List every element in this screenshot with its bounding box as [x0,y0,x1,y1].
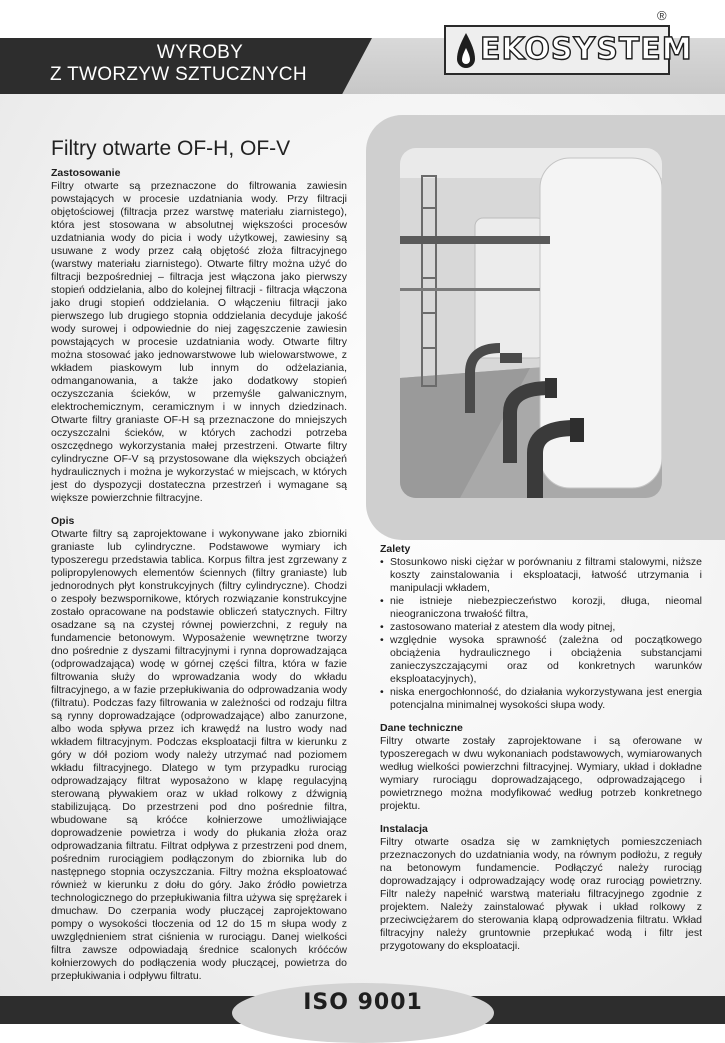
opis-text: Otwarte filtry są zaprojektowane i wykonywane jako zbiorniki graniaste lub cylindryczne. Podstawowe wymiary ich typoszeregu przedstawia tablica. Korpus filtra jest zgrzewany z polipropylenowych elementów ściennych (filtry graniaste) lub jednorodnych płyt konstrukcyjnych (filtry cylindryczne). Chodzi o zespoły bezwspornikowe, których rozwiązanie konstrukcyjne zostało opracowane na podstawie obliczeń statycznych. Filtry osadzane są na czystej równej powierzchni, z reguły na fundamencie betonowym. Wyposażenie wewnętrzne tworzy dno pośrednie z dyszami filtracyjnymi i rynna doprowadzająca (odprowadzająca) wodę w górnej części filtra, która w fazie filtrowania służy do wprowadzania wody do wkładu filtracyjnego, a w fazie przepłukiwania do odprowadzania wody (filtratu). Podczas fazy filtrowania w zależności od rodzaju filtra są rynny doprowadzające (odprowadzające) albo zanurzone, albo woda spływa przez ich krawędź na lustro wody nad wkładem filtracyjnym. Podczas eksploatacji filtra w kierunku z góry w dół poziom wody należy utrzymać nad poziomem wkładu filtracyjnego. Dlatego w tym przypadku rurociąg odprowadzający filtrat wyposażono w klapę regulacyjną sterowaną pływakiem oraz w układ rolkowy z dźwignią stabilizującą. Do przestrzeni pod dno pośrednie filtra, wbudowane są króćce kołnierzowe umożliwiające doprowadzenie powietrza i wody do płukania złoża oraz odprowadzania filtratu. Filtrat odpływa z przestrzeni pod dnem, pośrednim rurociągiem podłączonym do zbiornika lub do następnego stopnia oczyszczania. Filtry można eksploatować również w kierunku z dołu do góry. Jako źródło powietrza technologicznego do przepłukiwania filtra używa się sprężarek i dmuchaw. Do czerpania wody płuczącej zaprojektowano pompy o wysokości tłoczenia od 12 do 15 m słupa wody z uwzględnieniem strat ciśnienia w rurociągu. Danej wielkości filtra zawsze odpowiadają średnice scalonych króćców kołnierzowych do podłączenia wody płuczącej, powietrza do przepłukiwania i odpływu filtratu. [51,528,347,982]
iso-certification-label: ISO 9001 [303,990,423,1015]
section-heading-zalety: Zalety [380,543,411,555]
dane-techniczne-text: Filtry otwarte zostały zaprojektowane i są oferowane w typoszeregach w dwu wykonaniach podstawowych, wymiarowanych według wielkości powierzchni filtracyjnej. Wymiary, układ i dokładne wymiary rurociągu doprowadzającego, odprowadzającego i powietrznego można modyfikować według potrzeb konkretnego projektu. [380,735,702,812]
filter-installation-photo [400,148,662,498]
section-heading-dane-techniczne: Dane techniczne [380,722,463,734]
list-item: • nie istnieje niebezpieczeństwo korozji, długa, nieomal nieograniczona trwałość filtra, [380,595,702,621]
section-heading-zastosowanie: Zastosowanie [51,167,121,179]
header-title [50,42,350,86]
section-heading-opis: Opis [51,515,75,527]
list-item: • Stosunkowo niski ciężar w porównaniu z filtrami stalowymi, niższe koszty zainstalowania i eksploatacji, łatwość utrzymania i manipulacji wkładem, [380,556,702,595]
section-heading-instalacja: Instalacja [380,823,428,835]
left-column [51,167,347,993]
page-title: Filtry otwarte OF-H, OF-V [51,137,291,161]
header-title-line1: WYROBY [156,42,244,63]
company-logo [444,25,693,75]
list-item: • zastosowano materiał z atestem dla wody pitnej, [380,621,702,634]
flame-drop-icon [456,32,476,70]
logo-text: EKOSYSTEM [480,32,693,67]
right-column [380,543,702,963]
list-item: • niska energochłonność, do działania wykorzystywana jest energia potencjalna minimalnej wysokości słupa wody. [380,686,702,712]
zastosowanie-text: Filtry otwarte są przeznaczone do filtrowania zawiesin powstających w procesie uzdatniania wody. Przy filtracji objętościowej (filtracja przez warstwę materiału ziarnistego), która jest stosowana w absolutnej większości procesów uzdatniania wody do picia i wody użytkowej, zawiesiny są usuwane z wody przez całą objętość złoża filtracyjnego (warstwy materiału ziarnistego). Otwarte filtry można użyć do filtracji bezpośredniej – filtracja jest włączona jako pierwszy stopień oddzielania, albo do kolejnej filtracji - filtracja włączona jako drugi stopień oddzielania. O włączeniu filtracji jako pierwszego lub drugiego stopnia oddzielania decyduje jakość wody surowej i odpowiednie do niej zagęszczenie zawiesin powstających w procesie uzdatniania wody. Otwarte filtry można stosować jako jednowarstwowe lub wielowarstwowe, z wkładem piaskowym lub innym do odżelaziania, odmanganowania, a także jako dodatkowy stopień oczyszczania ścieków, w przemyśle galwanicznym, elektrochemicznym, ceramicznym i w innych dziedzinach. Otwarte filtry graniaste OF-H są przeznaczone do mniejszych oczyszczalni ścieków, w których zachodzi potrzeba oszczędnego wykorzystania małej przestrzeni. Otwarte filtry cylindryczne OF-V są przystosowane dla większych obciążeń hydraulicznych i można je wykorzystać w miejscach, w których jest do dyspozycji dostateczna przestrzeń i wymagane są większe powierzchnie filtracyjne. [51,180,347,504]
list-item: • względnie wysoka sprawność (zależna od początkowego obciążenia hydraulicznego i obciążenia substancjami zanieczyszczającymi oraz od konkretnych warunków eksploatacyjnych), [380,634,702,686]
photo-illustration [400,148,662,498]
instalacja-text: Filtry otwarte osadza się w zamkniętych pomieszczeniach przeznaczonych do uzdatniania wody, na równym podłożu, z reguły na betonowym fundamencie. Podłączyć należy rurociąg doprowadzający i odprowadzający wodę oraz rurociąg powietrzny. Filtr należy napełnić warstwą materiału filtracyjnego zgodnie z projektem. Należy zainstalować pływak i układ rolkowy z przeciwciężarem do sterowania klapą odprowadzenia filtratu. Wkład filtracyjny należy gruntownie przepłukać wodą i filtr jest przygotowany do eksploatacji. [380,836,702,952]
zalety-list [380,556,702,712]
header-title-line2: Z TWORZYW SZTUCZNYCH [50,64,307,85]
registered-mark: ® [657,8,667,23]
